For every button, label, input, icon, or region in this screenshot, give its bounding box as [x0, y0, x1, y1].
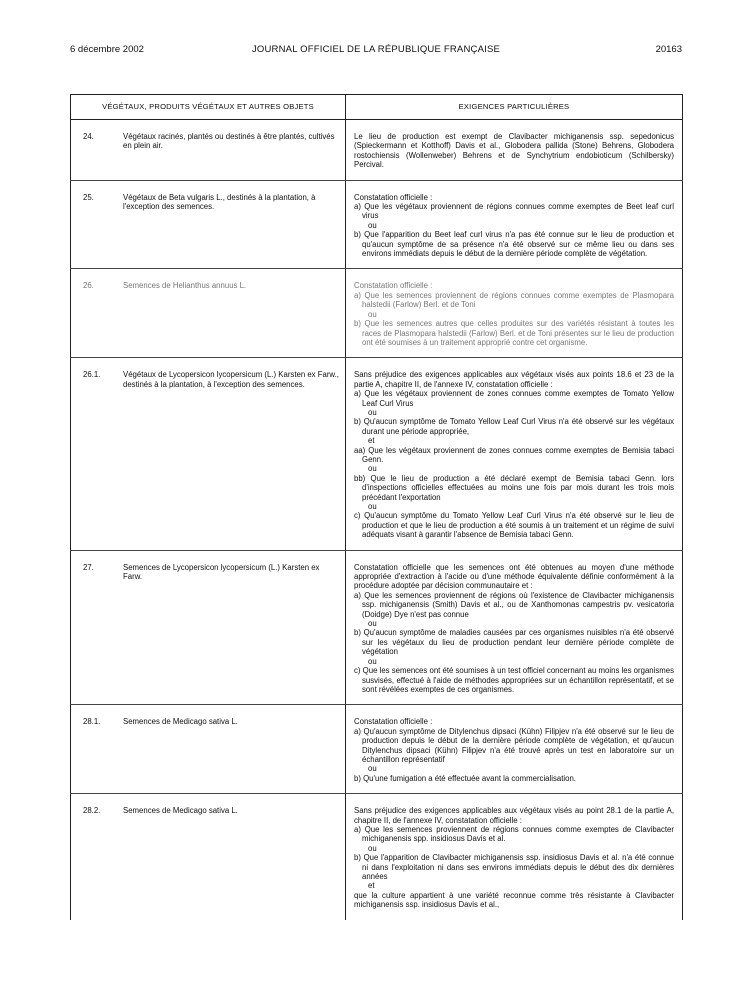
requirement-line: a) Que les semences proviennent de régions où l'existence de Clavibacter michiganensis ssp. michiganensis (Smith) Davis et al., ou de Xanthomonas campestris pv. vesicatoria (Doidge) Dye n'est pas connue — [354, 590, 674, 619]
requirement-line: a) Qu'aucun symptôme de Ditylenchus dipsaci (Kühn) Filipjev n'a été observé sur le lieu de production depuis le début de la dernière période complète de végétation, et qu'aucun Ditylenchus dipsaci (Kühn) Filipjev n'a été trouvé après un test en laboratoire sur un échantillon représentatif — [354, 726, 674, 764]
object-description: Végétaux de Beta vulgaris L., destinés à la plantation, à l'exception des semences. — [123, 192, 316, 212]
col-header-requirements: EXIGENCES PARTICULIÈRES — [346, 95, 683, 120]
requirement-cell — [346, 794, 683, 920]
table-row — [71, 550, 683, 705]
requirement-line: Constatation officielle : — [354, 717, 433, 727]
row-number: 26. — [83, 281, 94, 291]
object-cell — [71, 180, 346, 269]
requirement-line: Constatation officielle : — [354, 192, 433, 202]
object-description: Semences de Medicago sativa L. — [123, 806, 238, 816]
row-number: 28.1. — [83, 717, 101, 727]
row-number: 25. — [83, 192, 94, 202]
requirement-line: Constatation officielle que les semences ont été obtenues au moyen d'une méthode appropriée d'extraction à l'acide ou d'une méthode équivalente définie conformément à la procédure adoptée par décision communautaire et : — [354, 562, 674, 591]
header-date: 6 décembre 2002 — [70, 44, 144, 55]
requirement-line: ou — [368, 656, 377, 666]
header-page-number: 20163 — [655, 44, 682, 55]
table-row — [71, 358, 683, 550]
table-header-row — [71, 95, 683, 120]
requirement-line: b) Qu'une fumigation a été effectuée avant la commercialisation. — [354, 773, 576, 783]
object-cell — [71, 550, 346, 705]
requirement-cell — [346, 120, 683, 181]
object-cell — [71, 120, 346, 181]
table-row — [71, 705, 683, 794]
object-cell — [71, 705, 346, 794]
requirement-cell — [346, 269, 683, 358]
requirement-cell — [346, 550, 683, 705]
page-header — [70, 44, 682, 58]
requirement-cell — [346, 705, 683, 794]
requirement-line: b) Qu'aucun symptôme de maladies causées par ces organismes nuisibles n'a été observé sur les végétaux du lieu de production pendant leur dernière période complète de végétation — [354, 628, 674, 657]
object-description: Végétaux racinés, plantés ou destinés à être plantés, cultivés en plein air. — [123, 132, 335, 151]
requirement-line: ou — [368, 843, 377, 853]
requirement-line: Le lieu de production est exempt de Clavibacter michiganensis ssp. sepedonicus (Spieckermann et Kotthoff) Davis et al., Globodera pallida (Stone) Behrens, Globodera rostochiensis (Wollenweber) Behrens et de Synchytrium endobioticum (Schilbersky) Percival. — [354, 132, 674, 170]
requirement-line: ou — [368, 464, 377, 474]
table-row — [71, 794, 683, 920]
requirement-line: ou — [368, 309, 377, 319]
requirement-line: b) Que l'apparition de Clavibacter michiganensis ssp. insidiosus Davis et al. n'a été connue ni dans l'exploitation ni dans ses environs immédiats depuis le début des dix dernières années — [354, 853, 674, 881]
requirement-line: b) Que l'apparition du Beet leaf curl virus n'a pas été connue sur le lieu de production et qu'aucun symptôme de sa présence n'a été observé sur ce même lieu ou dans ses environs immédiats depuis le début de la dernière période complète de végétation. — [354, 230, 674, 259]
row-number: 26.1. — [83, 370, 101, 380]
requirement-line: bb) Que le lieu de production a été déclaré exempt de Bemisia tabaci Genn. lors d'inspections officielles effectuées au moins une fois par mois durant les trois mois précédant l'exportation — [354, 473, 674, 502]
object-cell — [71, 794, 346, 920]
row-number: 27. — [83, 562, 94, 572]
requirement-line: que la culture appartient à une variété reconnue comme très résistante à Clavibacter michiganensis ssp. insidiosus Davis et al., — [354, 890, 674, 910]
col-header-objects: VÉGÉTAUX, PRODUITS VÉGÉTAUX ET AUTRES OBJETS — [71, 95, 346, 120]
table-row — [71, 180, 683, 269]
requirement-line: aa) Que les végétaux proviennent de zones connues comme exemptes de Bemisia tabaci Genn. — [354, 445, 674, 464]
requirement-line: Sans préjudice des exigences applicables aux végétaux visés aux points 18.6 et 23 de la partie A, chapitre II, de l'annexe IV, constatation officielle : — [354, 370, 674, 389]
object-cell — [71, 269, 346, 358]
requirement-line: b) Que les semences autres que celles produites sur des variétés résistant à toutes les races de Plasmopara halstedii (Farlow) Berl. et de Toni présentes sur le lieu de production ont été soumises à un traitement approprié contre cet organisme. — [354, 319, 674, 347]
requirement-line: ou — [368, 502, 377, 511]
requirement-cell — [346, 358, 683, 550]
object-description: Semences de Medicago sativa L. — [123, 717, 238, 727]
requirement-line: ou — [368, 220, 377, 230]
requirement-line: Sans préjudice des exigences applicables aux végétaux visés au point 28.1 de la partie A, chapitre II, de l'annexe IV, constatation officielle : — [354, 806, 674, 825]
table-row — [71, 120, 683, 181]
object-description: Végétaux de Lycopersicon lycopersicum (L.) Karsten ex Farw., destinés à la plantation, à l'exception des semences. — [123, 370, 339, 389]
header-title: JOURNAL OFFICIEL DE LA RÉPUBLIQUE FRANÇAISE — [251, 44, 501, 55]
requirement-line: b) Qu'aucun symptôme de Tomato Yellow Leaf Curl Virus n'a été observé sur les végétaux durant une période appropriée, — [354, 417, 674, 436]
requirement-line: et — [368, 881, 375, 891]
requirements-table — [70, 94, 683, 920]
table-row — [71, 269, 683, 358]
object-cell — [71, 358, 346, 550]
requirement-line: a) Que les végétaux proviennent de régions connues comme exemptes de Beet leaf curl virus — [354, 202, 674, 221]
requirement-line: Constatation officielle : — [354, 281, 433, 291]
requirement-line: c) Qu'aucun symptôme du Tomato Yellow Leaf Curl Virus n'a été observé sur le lieu de production et que le lieu de production a été soumis à un traitement et un régime de suivi adéquats visant à garantir l'absence de Bemisia tabaci Genn. — [354, 511, 674, 540]
requirement-line: et — [368, 436, 375, 446]
requirement-line: ou — [368, 764, 377, 774]
requirement-line: a) Que les végétaux proviennent de zones connues comme exemptes de Tomato Yellow Leaf Curl Virus — [354, 389, 674, 408]
requirement-cell — [346, 180, 683, 269]
requirement-line: a) Que les semences proviennent de régions connues comme exemptes de Plasmopara halstedii (Farlow) Berl. et de Toni — [354, 290, 674, 310]
row-number: 28.2. — [83, 806, 101, 816]
requirement-line: ou — [368, 619, 377, 629]
object-description: Semences de Lycopersicon lycopersicum (L.) Karsten ex Farw. — [123, 562, 320, 582]
requirement-line: c) Que les semences ont été soumises à un test officiel concernant au moins les organismes susvisés, effectué à l'aide de méthodes appropriées sur un échantillon représentatif, et se sont révélées exemptes de ces organismes. — [354, 666, 674, 694]
requirement-line: ou — [368, 407, 377, 417]
row-number: 24. — [83, 132, 94, 141]
requirement-line: a) Que les semences proviennent de régions connues comme exemptes de Clavibacter michiganensis spp. insidiosus Davis et al. — [354, 824, 674, 844]
object-description: Semences de Helianthus annuus L. — [123, 281, 247, 291]
